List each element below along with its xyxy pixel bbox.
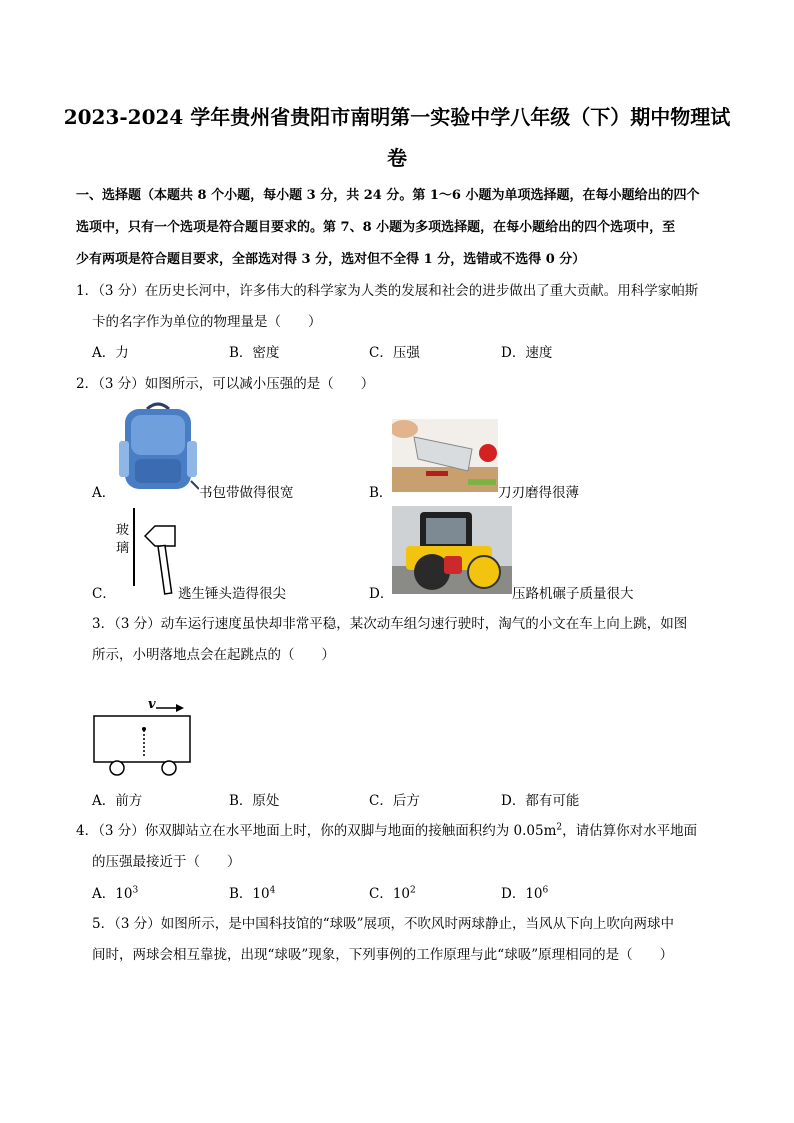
q4-option-d-base: D．10 xyxy=(501,886,543,902)
q4-option-c xyxy=(369,882,416,902)
q3-stem: 3．（3 分）动车运行速度虽快却非常平稳，某次动车组匀速行驶时，淘气的小文在车上向上跳，如图 xyxy=(92,616,688,632)
q4-option-c-exp: 2 xyxy=(410,885,416,896)
backpack-image xyxy=(117,401,199,493)
q5-stem: 5．（3 分）如图所示，是中国科技馆的“球吸”展项，不吹风时两球静止，当风从下向上吹向两球中 xyxy=(92,916,675,932)
q1-option-c: C．压强 xyxy=(369,345,420,361)
train-wheel xyxy=(162,761,176,775)
page-title-continued: 卷 xyxy=(387,146,407,170)
q3-option-b: B．原处 xyxy=(229,793,280,809)
q4-option-d xyxy=(501,882,548,902)
q2-option-c-label: C． xyxy=(92,586,116,602)
q4-option-a-base: A．10 xyxy=(92,886,133,902)
road-roller-image xyxy=(392,506,512,594)
knife-cutting-image xyxy=(392,419,498,492)
q2-option-a-text: 书包带做得很宽 xyxy=(199,485,294,501)
train-diagram xyxy=(90,696,200,778)
q1-option-d: D．速度 xyxy=(501,345,553,361)
q2-option-d-text: 压路机碾子质量很大 xyxy=(512,586,634,602)
q3-stem-continued: 所示，小明落地点会在起跳点的（ ） xyxy=(92,647,335,663)
q1-option-b: B．密度 xyxy=(229,345,280,361)
section-line: 少有两项是符合题目要求，全部选对得 3 分，选对但不全得 1 分，选错或不选得 0 分） xyxy=(76,252,586,267)
velocity-label: v xyxy=(148,697,156,712)
q4-option-b-base: B．10 xyxy=(229,886,270,902)
q1-stem: 1．（3 分）在历史长河中，许多伟大的科学家为人类的发展和社会的进步做出了重大贡献。用科学家帕斯 xyxy=(76,283,699,299)
q1-stem-continued: 卡的名字作为单位的物理量是（ ） xyxy=(92,314,322,330)
q4-option-c-base: C．10 xyxy=(369,886,411,902)
q5-stem-continued: 间时，两球会相互靠拢，出现“球吸”现象，下列事例的工作原理与此“球吸”原理相同的是（ ） xyxy=(92,947,674,963)
q2-stem: 2．（3 分）如图所示，可以减小压强的是（ ） xyxy=(76,376,375,392)
q1-option-a: A．力 xyxy=(92,345,129,361)
q4-option-b xyxy=(229,882,275,902)
q2-option-a-label: A． xyxy=(92,485,116,501)
q2-option-c-text: 逃生锤头造得很尖 xyxy=(178,586,286,602)
train-wheel xyxy=(110,761,124,775)
q4-stem-sup: 2 xyxy=(556,822,563,833)
q4-stem xyxy=(76,819,697,839)
section-instructions xyxy=(76,180,720,276)
section-line: 一、选择题（本题共 8 个小题，每小题 3 分，共 24 分。第 1～6 小题为单项选择题，在每小题给出的四个 xyxy=(76,188,700,203)
q2-option-b-text: 刀刃磨得很薄 xyxy=(498,485,579,501)
q3-option-d: D．都有可能 xyxy=(501,793,580,809)
q2-option-b-label: B． xyxy=(369,485,393,501)
q4-option-a-exp: 3 xyxy=(132,885,139,896)
q4-stem-continued: 的压强最接近于（ ） xyxy=(92,854,241,870)
q3-option-c: C．后方 xyxy=(369,793,420,809)
page-title: 2023-2024 学年贵州省贵阳市南明第一实验中学八年级（下）期中物理试 xyxy=(63,105,731,129)
glass-label: 玻璃 xyxy=(116,523,130,556)
q4-option-a xyxy=(92,882,138,902)
q2-option-d-label: D． xyxy=(369,586,394,602)
q3-option-a: A．前方 xyxy=(92,793,143,809)
train-body xyxy=(94,716,190,762)
q4-stem-text: 4．（3 分）你双脚站立在水平地面上时，你的双脚与地面的接触面积约为 0.05m xyxy=(76,823,557,839)
q4-stem-text-end: ，请估算你对水平地面 xyxy=(562,823,698,839)
q4-option-d-exp: 6 xyxy=(542,885,549,896)
q4-option-b-exp: 4 xyxy=(269,885,276,896)
section-line: 选项中，只有一个选项是符合题目要求的。第 7、8 小题为多项选择题，在每小题给出的四个选项中，至 xyxy=(76,220,676,235)
